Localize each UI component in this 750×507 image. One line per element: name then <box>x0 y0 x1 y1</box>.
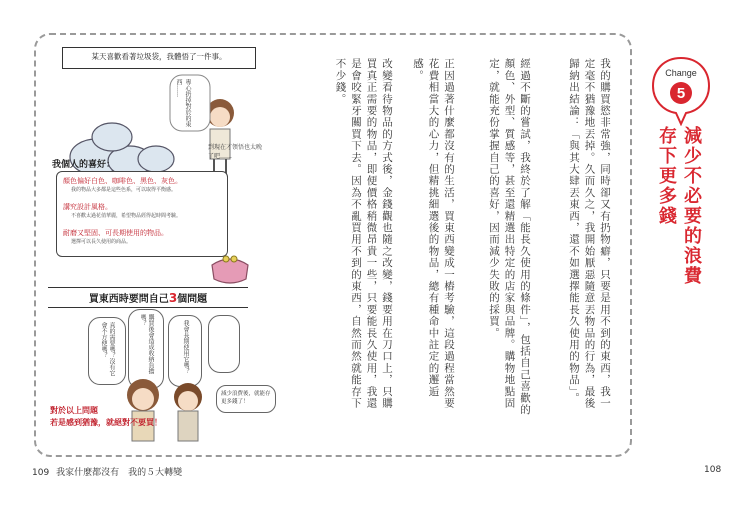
questions-title <box>48 287 248 308</box>
like-item-note: 選擇可以長久使用的商品。 <box>71 239 132 245</box>
body-paragraph-1: 我的購買慾非常強，同時卻又有扔物癖，只要是用不到的東西，我一定毫不猶豫地丟掉。久而久之，我開始厭惡隨意丟物品的行為，最後歸納出結論：「與其大肆丟東西，還不如選擇能長久使用的物品」。 <box>568 58 611 409</box>
body-paragraph-4: 改變看待物品的方式後，金錢觀也隨之改變，錢要用在刀口上，只購買真正需要的物品，即便價格稍微昂貴一些，只要能長久使用，我還是會咬緊牙關買下去。因為不亂買用不到的東西，自然而然就能存下不少錢。 <box>334 58 393 409</box>
questions-title-b: 個問題 <box>177 294 208 305</box>
question-bubble-right <box>208 315 240 373</box>
like-item <box>63 176 223 193</box>
like-item-text: 耐磨又堅固、可長期使用的物品。 <box>63 229 168 237</box>
page-title-line1: 減少不必要的浪費 <box>681 126 702 286</box>
change-number: 5 <box>676 85 686 102</box>
thought-text: 專心扔掉對於的東西…… <box>175 79 191 127</box>
question-3-text: 真的需要嗎？沒有它會不方便嗎？ <box>100 322 115 376</box>
left-page-number: 109 <box>32 468 50 478</box>
small-bubble-text: 減少浪費後，就能存更多錢了！ <box>221 391 271 405</box>
conclusion-line-1: 對於以上問題 <box>50 406 98 415</box>
coin-purse-icon <box>208 251 252 285</box>
like-item <box>63 202 223 219</box>
small-bubble <box>216 385 276 413</box>
likes-title: 我個人的喜好： <box>52 160 116 170</box>
left-running-title: 我家什麼都沒有 我的５大轉變 <box>56 468 183 478</box>
questions-number: 3 <box>168 291 178 305</box>
footer-left <box>32 465 182 478</box>
like-item <box>63 228 223 245</box>
characters-icon <box>118 375 218 445</box>
question-2-text: 購買後會造成收納負擔嗎？ <box>139 314 154 374</box>
like-item-note: 不喜歡太過花俏華麗，希望物品經得起時間考驗。 <box>71 213 182 219</box>
questions-title-a: 買東西時要問自己 <box>88 294 169 305</box>
banner-sign <box>62 47 256 69</box>
body-paragraph-3: 正因過著什麼都沒有的生活，買東西變成一樁考驗，這段過程當然要花費相當大的心力，但精挑細選後的物品，總有種命中註定的邂逅感。 <box>412 58 455 409</box>
body-paragraph-2: 經過不斷的嘗試，我終於了解「能長久使用的條件」，包括自己喜歡的顏色、外型、質感等，甚至還精選出特定的店家與品牌。購物地點固定，就能充份掌握自己的喜好，因而減少失敗的採買。 <box>488 58 531 416</box>
banner-text: 某天喜歡看著垃圾袋，我體悟了一件事。 <box>91 52 227 61</box>
like-item-note: 我的物品大多都是這些色系，可以取得平衡感。 <box>71 187 177 193</box>
right-page-number: 108 <box>704 465 722 475</box>
change-label: Change <box>665 68 697 78</box>
question-1-text: 我會長期使用它嗎？ <box>182 320 189 374</box>
like-item-text: 顏色偏好白色、咖啡色、黑色、灰色。 <box>63 177 182 185</box>
page-title-line2: 存下更多錢 <box>656 126 677 226</box>
like-item-text: 講究設計風格。 <box>63 203 112 211</box>
change-badge <box>650 56 712 118</box>
likes-box <box>56 171 228 257</box>
illustration <box>48 45 288 445</box>
caption-right: 到現在才領悟也太晚了吧…… <box>208 144 263 160</box>
conclusion-line-2: 若是感到猶豫，就絕對不要買！ <box>50 418 162 427</box>
